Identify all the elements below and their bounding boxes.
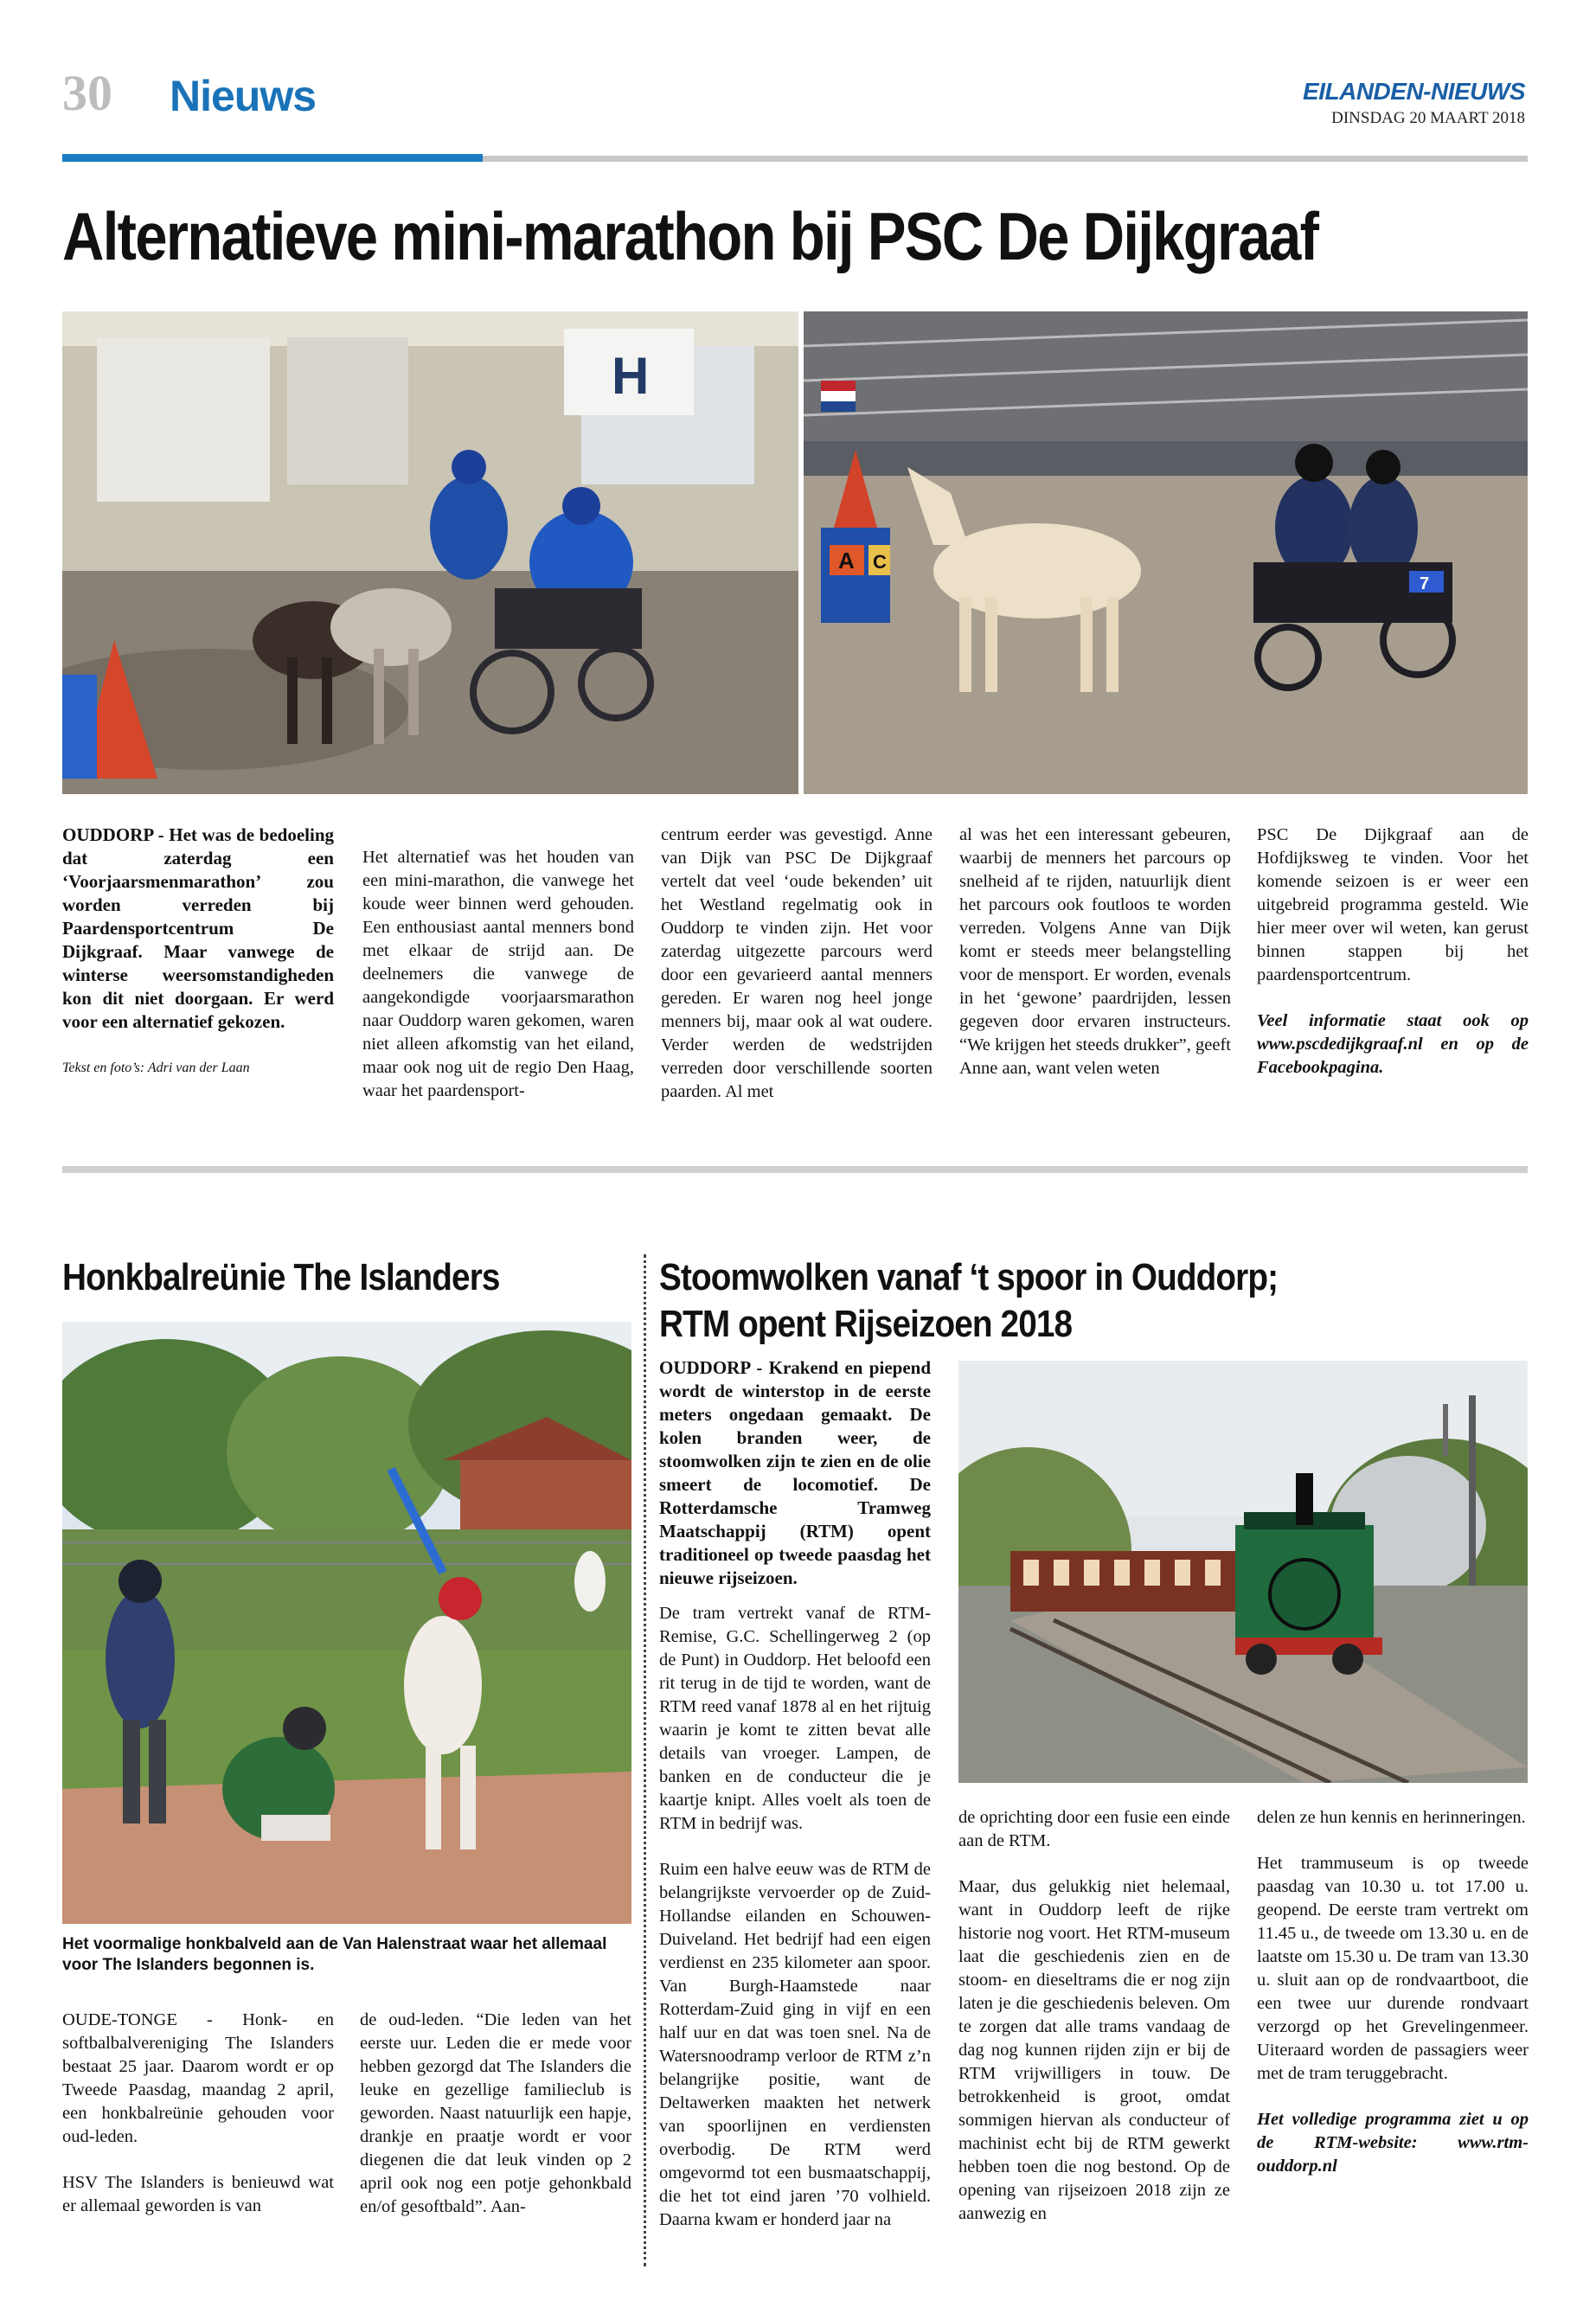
photo-baseball: [62, 1322, 631, 1924]
page-number: 30: [62, 65, 112, 121]
column-rule: [644, 1254, 646, 2266]
article1-col5-text: PSC De Dijkgraaf aan de Hofdijksweg te vinden. Voor het komende seizoen is er weer een uitgebreid programma gesteld. Wie hier meer over wil weten, kan gerust binnen stappen bij het paardensportcentrum.: [1257, 825, 1529, 984]
article1-col3: [661, 824, 933, 1126]
article2-col2-text: de oud-leden. “Die leden van het eerste uur. Leden die er mede voor hebben gezorgd dat The Islanders die leuke en gezellige familieclub is geworden. Naast natuurlijk een hapje, drankje en praatje wordt er voor diegenen die dat leuk vinden op 2 april ook nog een potje gehonkbald en/of gesoftbald”. Aan-: [360, 2010, 631, 2216]
article3-headline-line1: Stoomwolken vanaf ‘t spoor in Ouddorp;: [659, 1256, 1279, 1298]
section-title: Nieuws: [170, 72, 317, 120]
photo-menners-left: [62, 311, 798, 794]
article3-col3-p1: delen ze hun kennis en herinneringen.: [1257, 1808, 1526, 1827]
article3-col3-p2: Het trammuseum is op tweede paasdag van 10.30 u. tot 17.00 u. geopend. De eerste tram vertrekt om 11.45 u., de tweede om 13.30 u. en de laatste om 15.30 u. De tram van 13.30 u. sluit aan op de rondvaartboot, die een twee uur durende rondvaart verzorgd op het Grevelingenmeer. Uiteraard worden de passagiers weer met de tram teruggebracht.: [1257, 1854, 1529, 2083]
carriage-number: 7: [1420, 574, 1430, 593]
section-divider: [62, 1166, 1528, 1173]
header-rule-accent: [62, 154, 483, 162]
article2-col1-p2: HSV The Islanders is benieuwd wat er allemaal geworden is van: [62, 2173, 334, 2215]
issue-date: DINSDAG 20 MAART 2018: [1331, 109, 1525, 127]
article3-info: Het volledige programma ziet u op de RTM-website: www.rtm-ouddorp.nl: [1257, 2110, 1529, 2176]
article1-info: Veel informatie staat ook op www.pscdedijkgraaf.nl en op de Facebookpagina.: [1257, 1011, 1529, 1077]
article3-col2-p1: de oprichting door een fusie een einde aan de RTM.: [958, 1808, 1230, 1850]
article1-col5: [1257, 824, 1529, 1102]
photo-credit: Tekst en foto’s: Adri van der Laan: [62, 1061, 250, 1075]
article3-col2: [958, 1806, 1230, 2248]
article1-headline: Alternatieve mini-marathon bij PSC De Dijkgraaf: [62, 198, 1318, 274]
article2-headline: Honkbalreünie The Islanders: [62, 1256, 500, 1298]
ring-sign-c: C: [873, 551, 887, 573]
publication-logo: EILANDEN-NIEUWS: [1303, 78, 1525, 105]
article2-caption: Het voormalige honkbalveld aan de Van Halenstraat waar het allemaal voor The Islanders begonnen is.: [62, 1935, 607, 1974]
article3-headline-line2: RTM opent Rijseizoen 2018: [659, 1303, 1073, 1345]
header-rule: [483, 156, 1528, 162]
article1-col2-text: Het alternatief was het houden van een mini-marathon, die vanwege het koude weer binnen werd gehouden. Een enthousiast aantal menners bond met elkaar de strijd aan. De deelnemers die vanwege de aangekondigde voorjaarsmarathon naar Ouddorp waren gekomen, waren niet alleen afkomstig van het eiland, maar ook nog uit de regio Den Haag, waar het paardensport-: [362, 848, 634, 1100]
article3-headline: [659, 1254, 1278, 1348]
ring-sign-a: A: [838, 548, 855, 574]
article2-col2: [360, 2009, 631, 2241]
article1-col1: [62, 824, 334, 1102]
article2-col1: [62, 2009, 334, 2240]
article1-lead: OUDDORP - Het was de bedoeling dat zaterdag een ‘Voorjaarsmenmarathon’ zou worden verreden bij Paardensportcentrum De Dijkgraaf. Maar vanwege de winterse weersomstandigheden kon dit niet doorgaan. Er werd voor een alternatief gekozen.: [62, 824, 334, 1032]
photo-menners-right: [804, 311, 1528, 794]
article3-col2-p2: Maar, dus gelukkig niet helemaal, want in Ouddorp leeft de rijke historie nog voort. Het RTM-museum laat die geschiedenis zien en de stoom- en dieseltrams die er nog zijn laten je die geschiedenis beleven. Om te zorgen dat alle trams vandaag de dag nog kunnen rijden zijn er bij de RTM vrijwilligers in touw. De betrokkenheid is groot, omdat sommigen hiervan als conducteur of machinist echt bij de RTM gewerkt hebben toen die nog bestond. Op de opening van rijseizoen 2018 zijn ze aanwezig en: [958, 1877, 1230, 2223]
svg-text:H: H: [612, 347, 650, 405]
article1-col4-text: al was het een interessant gebeuren, waarbij de menners het parcours op snelheid af te rijden, natuurlijk dient het parcours ook foutloos te worden verreden. Volgens Anne van Dijk komt er steeds meer belangstelling voor de mensport. Er worden, evenals in het ‘gewone’ paardrijden, lessen gegeven door ervaren instructeurs. “We krijgen het steeds drukker”, geeft Anne aan, want velen weten: [959, 825, 1231, 1078]
article1-col2: [362, 846, 634, 1125]
article2-col1-p1: OUDE-TONGE - Honk- en softbalbalvereniging The Islanders bestaat 25 jaar. Daarom wordt er op Tweede Paasdag, maandag 2 april, een honkbalreünie gehouden voor oud-leden.: [62, 2010, 334, 2146]
article3-col1-p1: De tram vertrekt vanaf de RTM-Remise, G.C. Schellingerweg 2 (op de Punt) in Ouddorp. Het beloofd een rit terug in de tijd te worden, want de RTM reed vanaf 1878 al en het rijtuig waarin je komt te zitten bevat alle details van vroeger. Lampen, de banken en de conducteur die je kaartje knipt. Alles voelt als toen de RTM in bedrijf was.: [659, 1604, 931, 1833]
article3-col3: [1257, 1806, 1529, 2201]
article3-col1-p2: Ruim een halve eeuw was de RTM de belangrijkste vervoerder op de Zuid-Hollandse eilanden en Schouwen-Duiveland. Het bedrijf had een eigen verdienst en 235 kilometer aan spoor. Van Burgh-Haamstede naar Rotterdam-Zuid ging in vijf en een half uur en dat was toen snel. Na de Watersnoodramp verloor de RTM z’n belangrijke positie, want de Deltawerken maakten het netwerk van spoorlijnen en verdiensten overbodig. De RTM werd omgevormd tot een busmaatschappij, die het tot eind jaren ’70 volhield. Daarna kwam er honderd jaar na: [659, 1860, 931, 2229]
photo-steam-tram: [958, 1361, 1528, 1783]
article1-col4: [959, 824, 1231, 1103]
article1-col3-text: centrum eerder was gevestigd. Anne van Dijk van PSC De Dijkgraaf vertelt dat veel ‘oude bekenden’ uit het Westland regelmatig ook in Ouddorp te vinden zijn. Het voor zaterdag uitgezette parcours werd door een gevarieerd aantal menners gereden. Er waren nog heel jonge menners bij, maar ook al wat oudere. Verder werden de wedstrijden verreden door verschillende soorten paarden. Al met: [661, 825, 933, 1101]
article3-lead: OUDDORP - Krakend en piepend wordt de winterstop in de eerste meters ongedaan gemaakt. De kolen branden weer, de stoomwolken zijn te zien en de olie smeert de locomotief. De Rotterdamsche Tramweg Maatschappij (RTM) opent traditioneel op tweede paasdag het nieuwe rijseizoen.: [659, 1357, 931, 1588]
article3-col1: [659, 1356, 931, 2254]
